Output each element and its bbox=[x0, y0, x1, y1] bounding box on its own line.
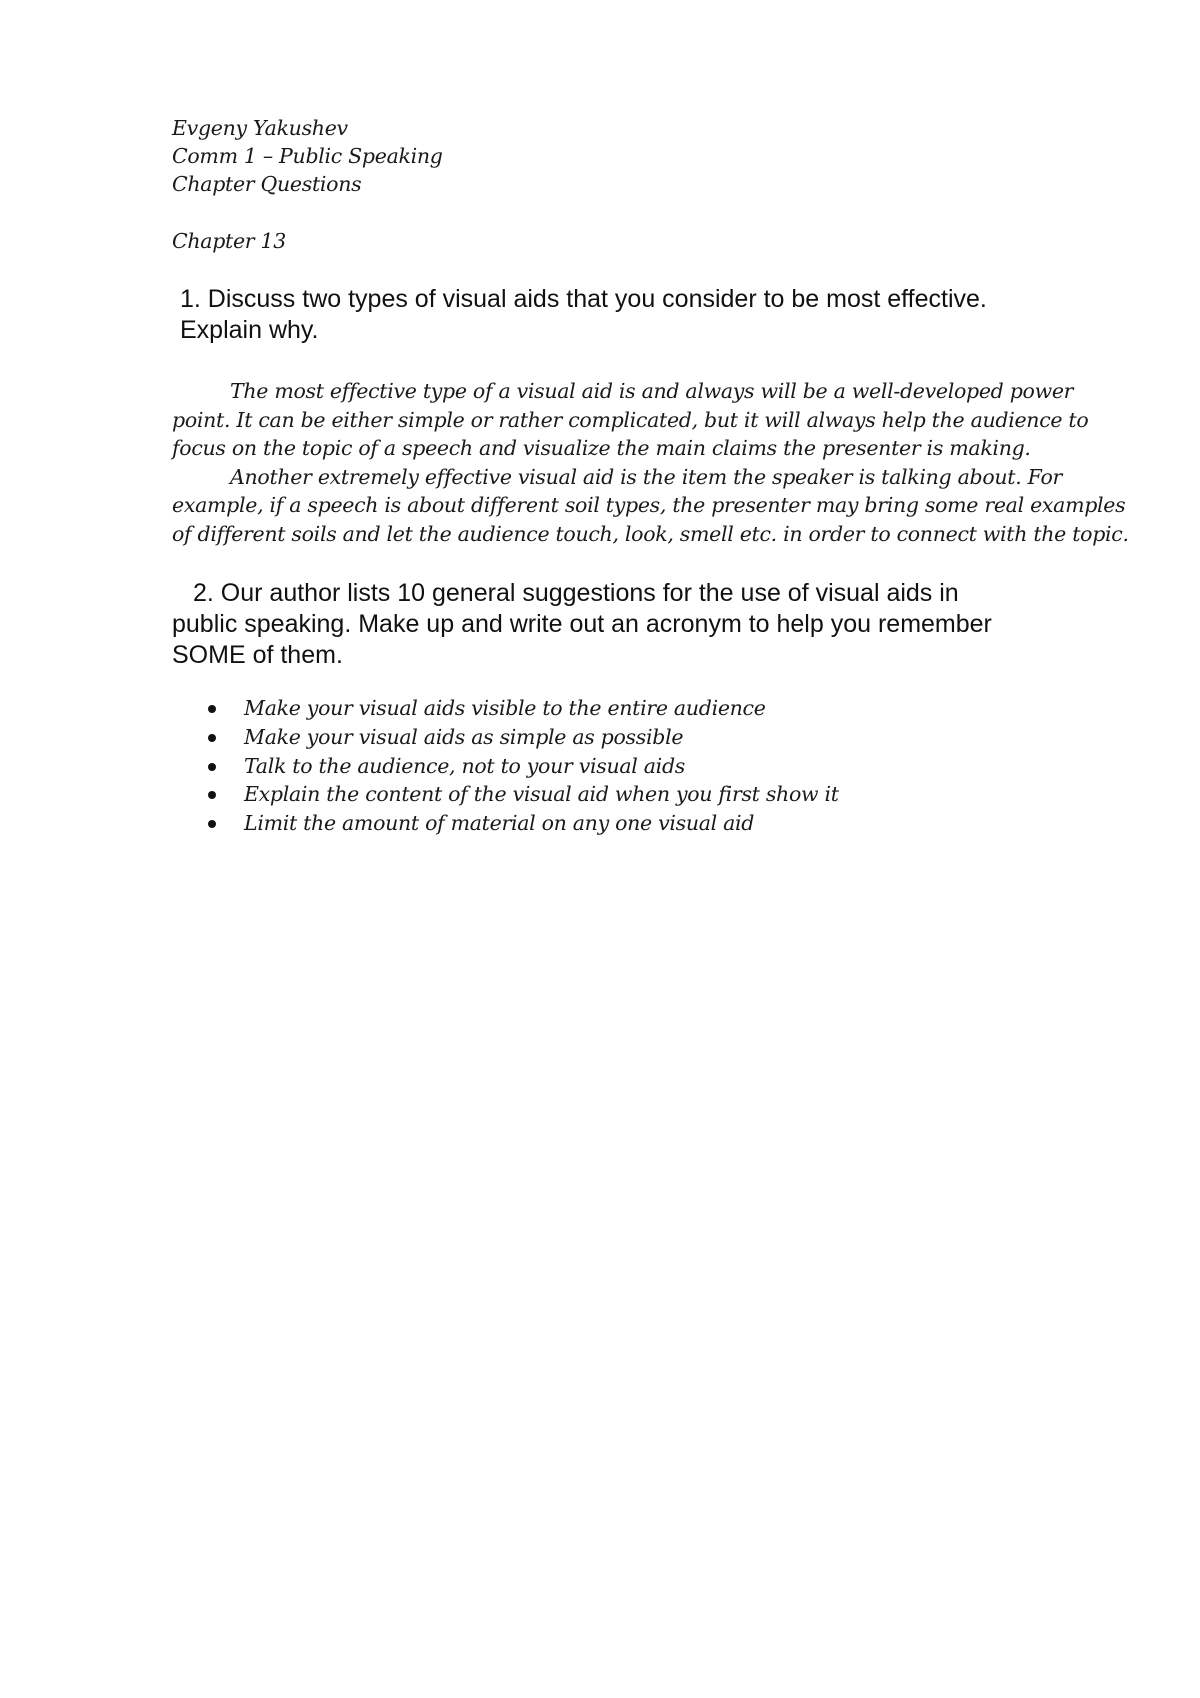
list-item-text: Make your visual aids visible to the entire audience bbox=[244, 696, 766, 720]
bullet-icon bbox=[208, 705, 216, 713]
question-1-line: 1. Discuss two types of visual aids that you consider to be most effective. bbox=[180, 285, 987, 313]
question-2 bbox=[172, 578, 992, 671]
question-2-line: public speaking. Make up and write out an acronym to help you remember bbox=[172, 610, 992, 638]
answer-line: point. It can be either simple or rather complicated, but it will always help the audience to bbox=[172, 407, 1089, 432]
answer-line: Another extremely effective visual aid is the item the speaker is talking about. For bbox=[230, 464, 1062, 489]
bullet-icon bbox=[208, 734, 216, 742]
answer-line: The most effective type of a visual aid is and always will be a well-developed power bbox=[230, 379, 1074, 403]
answer-2-bullet-list bbox=[204, 694, 839, 838]
answer-1-paragraph-2 bbox=[172, 463, 1129, 549]
list-item bbox=[204, 752, 839, 781]
chapter-heading: Chapter 13 bbox=[172, 229, 287, 253]
list-item bbox=[204, 723, 839, 752]
bullet-icon bbox=[208, 763, 216, 771]
answer-line: example, if a speech is about different soil types, the presenter may bring some real examples bbox=[172, 493, 1126, 517]
question-1 bbox=[180, 284, 987, 346]
answer-1 bbox=[172, 377, 1129, 548]
question-2-line: SOME of them. bbox=[172, 641, 343, 669]
list-item-text: Limit the amount of material on any one visual aid bbox=[244, 811, 755, 836]
question-2-line: 2. Our author lists 10 general suggestions for the use of visual aids in bbox=[193, 579, 959, 607]
list-item bbox=[204, 780, 839, 809]
list-item-text: Make your visual aids as simple as possible bbox=[244, 724, 684, 749]
list-item bbox=[204, 809, 839, 838]
answer-line: focus on the topic of a speech and visualize the main claims the presenter is making. bbox=[172, 436, 1031, 460]
answer-line: of different soils and let the audience touch, look, smell etc. in order to connect with the topic. bbox=[172, 521, 1129, 546]
student-name: Evgeny Yakushev bbox=[172, 116, 348, 140]
assignment-title: Chapter Questions bbox=[172, 172, 362, 196]
answer-1-paragraph-1 bbox=[172, 377, 1112, 463]
question-1-line: Explain why. bbox=[180, 316, 319, 344]
list-item bbox=[204, 694, 839, 723]
bullet-icon bbox=[208, 820, 216, 828]
course-title: Comm 1 – Public Speaking bbox=[172, 144, 443, 168]
bullet-icon bbox=[208, 791, 216, 799]
list-item-text: Talk to the audience, not to your visual aids bbox=[244, 753, 685, 778]
list-item-text: Explain the content of the visual aid when you first show it bbox=[244, 782, 839, 807]
